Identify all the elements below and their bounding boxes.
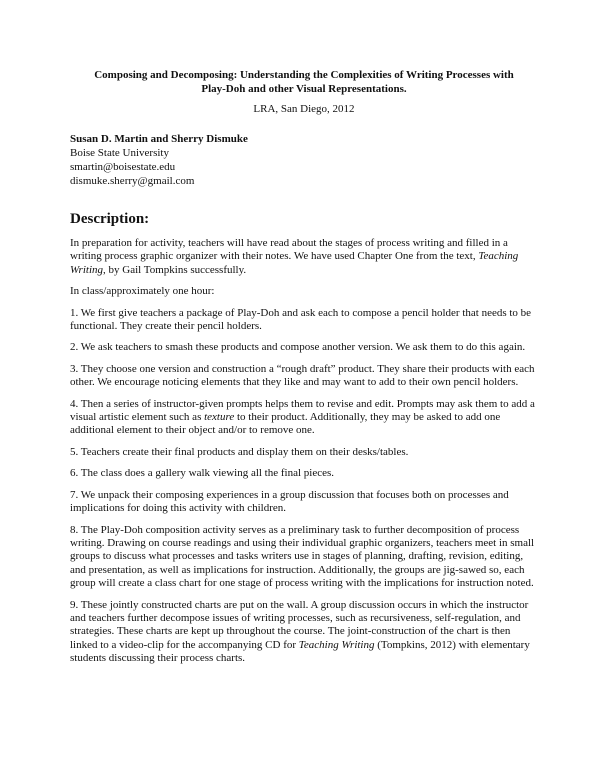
intro-paragraph	[70, 237, 538, 277]
author-email-2: dismuke.sherry@gmail.com	[70, 175, 195, 187]
step-9	[70, 599, 538, 666]
intro-text-a: In preparation for activity, teachers will have read about the stages of process writing and filled in a writing process graphic organizer with their notes. We have used Chapter One from the text,	[70, 237, 508, 263]
step-2: 2. We ask teachers to smash these products and compose another version. We ask them to do this again.	[70, 341, 526, 354]
step-6: 6. The class does a gallery walk viewing all the final pieces.	[70, 467, 335, 480]
intro-book-title: Teaching Writing	[70, 250, 519, 276]
author-email-1: smartin@boisestate.edu	[70, 161, 176, 173]
step-4-texture: texture	[204, 411, 235, 424]
conference-line: LRA, San Diego, 2012	[253, 103, 355, 115]
step-9-text-a: 9. These jointly constructed charts are put on the wall. A group discussion occurs in which the instructor and teachers further decompose issues of writing processes, such as recursiveness, self-regulation, and strategies. These charts are kept up throughout the course. The joint-construction of the chart is then linked to a video-clip for the accompanying CD for	[70, 598, 529, 651]
author-block	[70, 132, 538, 188]
author-affiliation: Boise State University	[70, 147, 169, 159]
intro-text-b: , by Gail Tompkins successfully.	[103, 263, 247, 276]
step-5: 5. Teachers create their final products and display them on their desks/tables.	[70, 445, 409, 458]
step-4-text-a: 4. Then a series of instructor-given prompts helps them to revise and edit. Prompts may ask them to add a visual artistic element such as	[70, 397, 535, 424]
step-4	[70, 398, 538, 438]
author-names: Susan D. Martin and Sherry Dismuke	[70, 133, 248, 145]
timing-paragraph: In class/approximately one hour:	[70, 285, 215, 298]
document-page	[70, 68, 538, 674]
document-title	[70, 68, 538, 96]
step-8: 8. The Play-Doh composition activity serves as a preliminary task to further decomposition of process writing. Drawing on course readings and using their individual graphic organizers, teachers meet in small groups to discuss what processes and tasks writers use in stages of planning, drafting, revision, editing, and presentation, as well as implications for instruction. Additionally, the groups are jig-sawed so, each group will create a class chart for one stage of process writing with the implications for instruction noted.	[70, 523, 535, 590]
step-4-text-b: to their product. Additionally, they may be asked to add one additional element to their object and/or to remove one.	[70, 411, 501, 437]
step-9-text-b: (Tompkins, 2012) with elementary students discussing their process charts.	[70, 638, 530, 665]
title-line-1: Composing and Decomposing: Understanding the Complexities of Writing Processes with	[94, 69, 514, 81]
step-3: 3. They choose one version and construction a “rough draft” product. They share their products with each other. We encourage noticing elements that they like and may want to add to their own pencil holders.	[70, 362, 535, 389]
step-7: 7. We unpack their composing experiences in a group discussion that focuses both on processes and implications for doing this activity with children.	[70, 488, 509, 515]
description-heading: Description:	[70, 211, 150, 227]
step-9-book-title: Teaching Writing	[298, 638, 375, 651]
title-line-2: Play-Doh and other Visual Representations.	[201, 83, 407, 95]
step-1: 1. We first give teachers a package of Play-Doh and ask each to compose a pencil holder that needs to be functional. They create their pencil holders.	[70, 306, 532, 333]
